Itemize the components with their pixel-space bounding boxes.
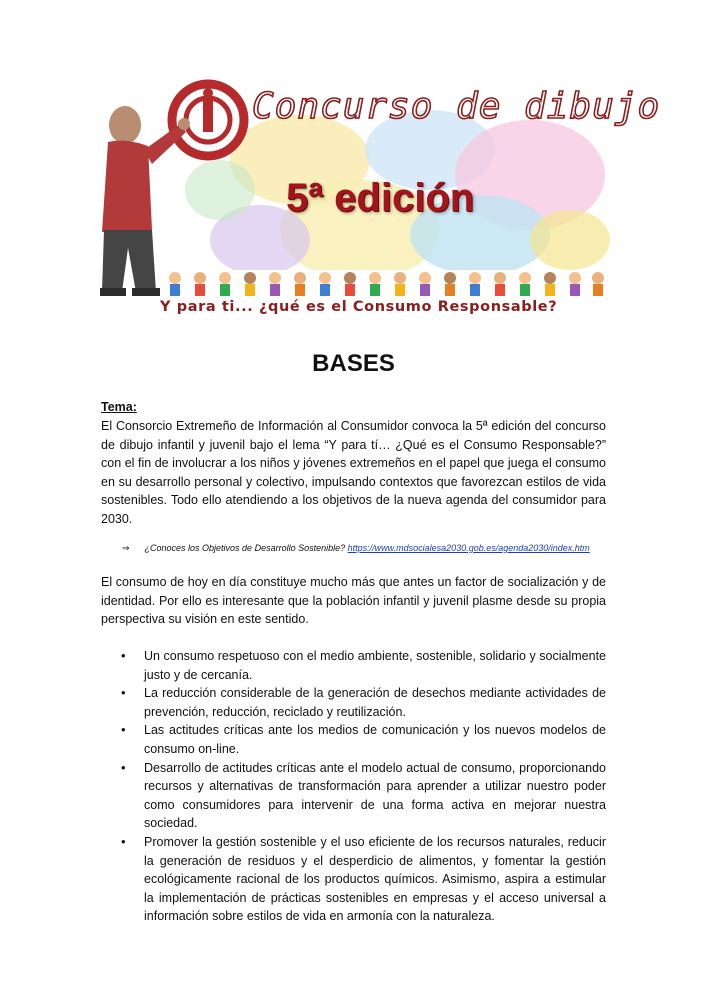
list-item: • Desarrollo de actitudes críticas ante el modelo actual de consumo, proporcionando recursos y alternativas de transformación para aprender a utilizar nuestro poder como consumidores para intervenir de una forma activa en mejorar nuestra sociedad. xyxy=(101,759,606,833)
sdg-note xyxy=(122,543,622,554)
banner-title: Concurso de dibujo xyxy=(252,86,661,127)
context-paragraph: El consumo de hoy en día constituye mucho más que antes un factor de socialización y de identidad. Por ello es interesante que la población infantil y juvenil plasme desde su propia perspectiva su visión en este sentido. xyxy=(101,575,606,627)
objectives-list xyxy=(101,647,606,926)
banner-edition: 5ª edición xyxy=(286,176,475,220)
section-label-tema: Tema: xyxy=(101,400,137,414)
boy-figure xyxy=(100,106,190,296)
banner-slogan: Y para ti... ¿qué es el Consumo Responsable? xyxy=(160,299,558,315)
list-item: • Un consumo respetuoso con el medio ambiente, sostenible, solidario y socialmente justo y de cercanía. xyxy=(101,647,606,684)
contest-banner xyxy=(100,80,661,325)
intro-paragraph: El Consorcio Extremeño de Información al Consumidor convoca la 5ª edición del concurso de dibujo infantil y juvenil bajo el lema “Y para tí… ¿Qué es el Consumo Responsable?” con el fin de involucrar a los niños y jóvenes extremeños en el papel que juega el consumo en su desarrollo personal y colectivo, impulsando contextos que favorezcan estilos de vida sostenibles. Todo ello atendiendo a los objetivos de la nueva agenda del consumidor para 2030. xyxy=(101,419,606,526)
page-title: BASES xyxy=(312,350,395,377)
list-item: • Promover la gestión sostenible y el uso eficiente de los recursos naturales, reducir la generación de residuos y el desperdicio de alimentos, y fomentar la gestión ecológicamente racional de los productos químicos. Asimismo, aspira a estimular la implementación de prácticas sostenibles en empresas y el acceso universal a información sobre estilos de vida en armonía con la naturaleza. xyxy=(101,833,606,926)
sdg-link[interactable]: https://www.mdsocialesa2030.gob.es/agenda2030/index.htm xyxy=(347,543,590,553)
sdg-question: ¿Conoces los Objetivos de Desarrollo Sostenible? xyxy=(144,543,346,553)
arrow-icon: ⇒ xyxy=(122,543,130,553)
children-strip xyxy=(160,270,608,298)
list-item: • La reducción considerable de la generación de desechos mediante actividades de prevención, reducción, reciclado y reutilización. xyxy=(101,684,606,721)
list-item: • Las actitudes críticas ante los medios de comunicación y los nuevos modelos de consumo on-line. xyxy=(101,721,606,758)
